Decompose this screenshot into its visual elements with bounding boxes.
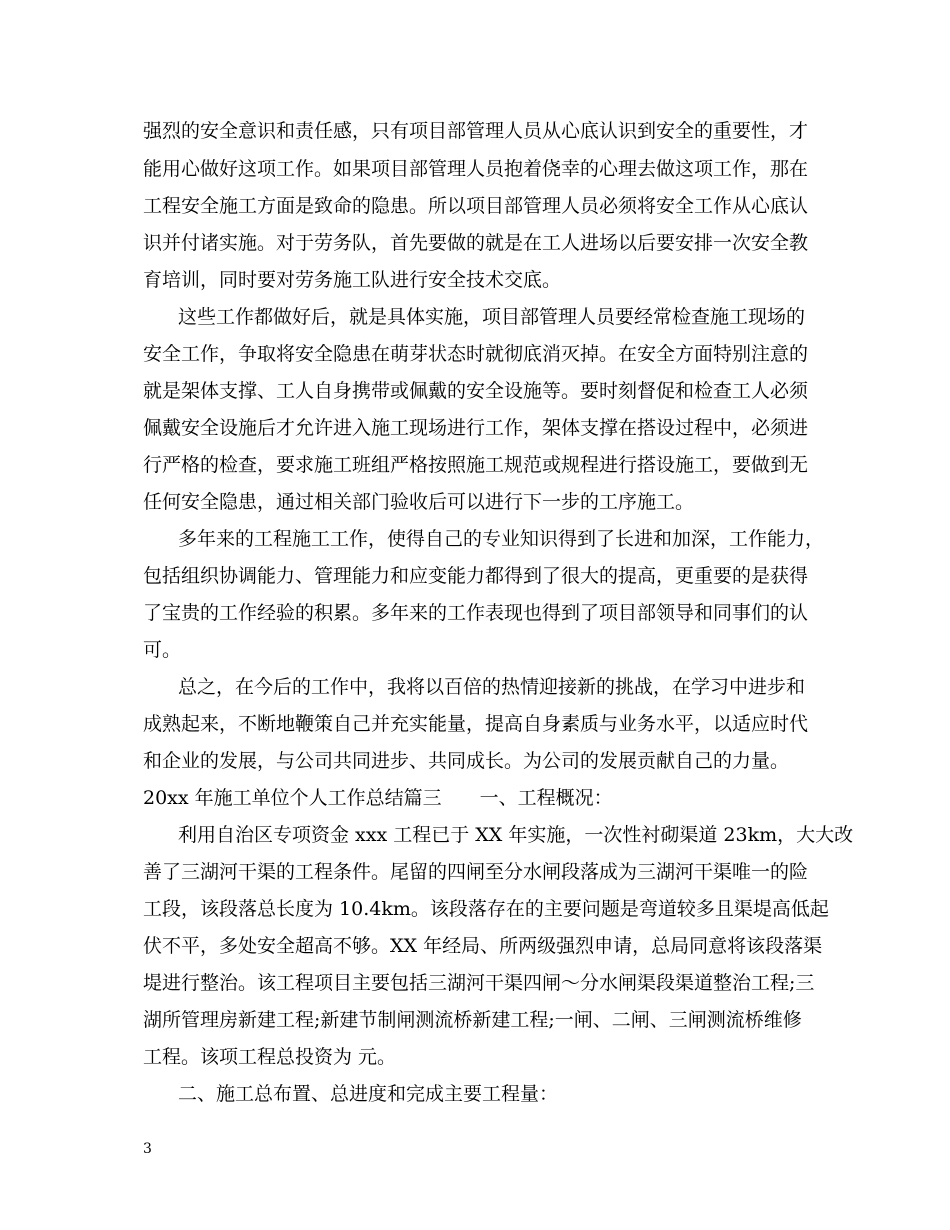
- paragraph-first-line: 利用自治区专项资金 xxx 工程已于 XX 年实施，一次性衬砌渠道 23km，大大改: [178, 824, 854, 846]
- text-line: 识并付诸实施。对于劳务队，首先要做的就是在工人进场以后要安排一次安全教: [143, 232, 809, 254]
- text-line: 成熟起来，不断地鞭策自己并充实能量，提高自身素质与业务水平，以适应时代: [143, 713, 809, 735]
- page-number: 3: [143, 1141, 152, 1157]
- text-line: 育培训，同时要对劳务施工队进行安全技术交底。: [143, 269, 562, 291]
- text-line: 任何安全隐患，通过相关部门验收后可以进行下一步的工序施工。: [143, 491, 695, 513]
- text-line: 工程安全施工方面是致命的隐患。所以项目部管理人员必须将安全工作从心底认: [143, 195, 809, 217]
- paragraph-first-line: 总之，在今后的工作中，我将以百倍的热情迎接新的挑战，在学习中进步和: [178, 676, 806, 698]
- paragraph-first-line: 多年来的工程施工工作，使得自己的专业知识得到了长进和加深，工作能力，: [178, 528, 825, 550]
- text-line: 可。: [143, 639, 182, 661]
- section-heading-line: 20xx 年施工单位个人工作总结篇三 一、工程概况：: [143, 787, 613, 809]
- text-line: 工段，该段落总长度为 10.4km。该段落存在的主要问题是弯道较多且渠堤高低起: [143, 898, 829, 920]
- text-line: 工程。该项工程总投资为 元。: [143, 1046, 397, 1068]
- text-line: 包括组织协调能力、管理能力和应变能力都得到了很大的提高，更重要的是获得: [143, 565, 809, 587]
- text-line: 行严格的检查，要求施工班组严格按照施工规范或规程进行搭设施工，要做到无: [143, 454, 809, 476]
- text-line: 堤进行整治。该工程项目主要包括三湖河干渠四闸～分水闸渠段渠道整治工程;三: [143, 972, 815, 994]
- text-line: 伏不平，多处安全超高不够。XX 年经局、所两级强烈申请，总局同意将该段落渠: [143, 935, 823, 957]
- text-line: 就是架体支撑、工人自身携带或佩戴的安全设施等。要时刻督促和检查工人必须: [143, 380, 809, 402]
- text-line: 了宝贵的工作经验的积累。多年来的工作表现也得到了项目部领导和同事们的认: [143, 602, 809, 624]
- text-line: 湖所管理房新建工程;新建节制闸测流桥新建工程;一闸、二闸、三闸测流桥维修: [143, 1009, 802, 1031]
- text-line: 善了三湖河干渠的工程条件。尾留的四闸至分水闸段落成为三湖河干渠唯一的险: [143, 861, 809, 883]
- text-line: 强烈的安全意识和责任感，只有项目部管理人员从心底认识到安全的重要性，才: [143, 120, 809, 142]
- text-line: 能用心做好这项工作。如果项目部管理人员抱着侥幸的心理去做这项工作，那在: [143, 158, 809, 180]
- subheading-line: 二、施工总布置、总进度和完成主要工程量：: [178, 1083, 559, 1105]
- text-line: 安全工作，争取将安全隐患在萌芽状态时就彻底消灭掉。在安全方面特别注意的: [143, 343, 809, 365]
- text-line: 佩戴安全设施后才允许进入施工现场进行工作，架体支撑在搭设过程中，必须进: [143, 417, 809, 439]
- text-line: 和企业的发展，与公司共同进步、共同成长。为公司的发展贡献自己的力量。: [143, 750, 790, 772]
- paragraph-first-line: 这些工作都做好后，就是具体实施，项目部管理人员要经常检查施工现场的: [178, 306, 806, 328]
